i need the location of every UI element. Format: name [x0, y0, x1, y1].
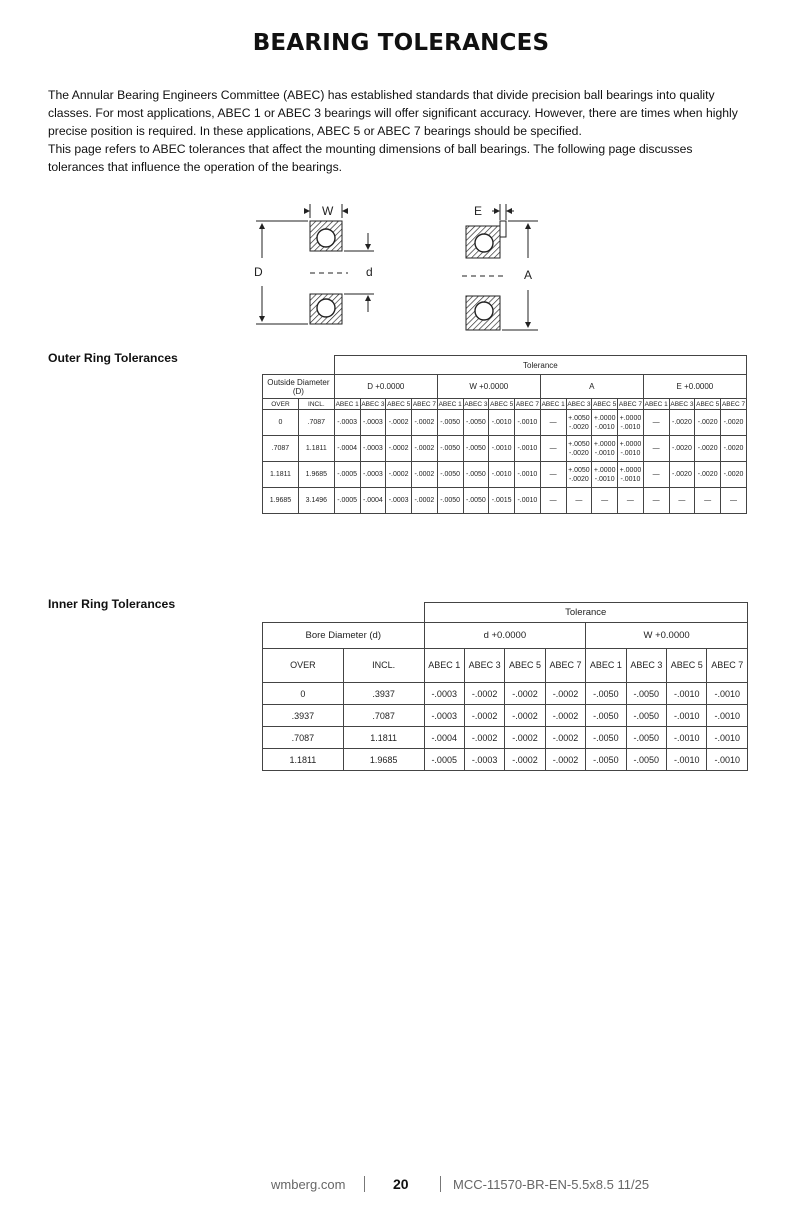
footer-divider [364, 1176, 365, 1192]
inner-value-cell: -.0010 [667, 749, 707, 771]
outer-value-cell: -.0005 [334, 462, 360, 488]
outer-value-cell: -.0020 [669, 436, 695, 462]
bearing-diagrams [248, 198, 578, 338]
inner-value-cell: -.0002 [545, 705, 585, 727]
outer-over-cell: 1.9685 [263, 488, 299, 514]
outer-value-cell: -.0002 [386, 462, 412, 488]
outer-value-cell: — [540, 410, 566, 436]
outer-value-cell: -.0002 [386, 410, 412, 436]
outer-diameter-header: Outside Diameter (D) [263, 375, 335, 399]
outer-value-cell: -.0050 [463, 488, 489, 514]
inner-value-cell: -.0002 [505, 749, 545, 771]
inner-incl-header: INCL. [343, 649, 424, 683]
inner-ring-heading: Inner Ring Tolerances [48, 597, 176, 611]
outer-value-cell: -.0050 [437, 436, 463, 462]
table-row [263, 749, 748, 771]
label-E: E [474, 204, 483, 218]
outer-value-cell: -.0020 [695, 410, 721, 436]
inner-value-cell: -.0050 [626, 683, 666, 705]
footer-code: MCC-11570-BR-EN-5.5x8.5 11/25 [453, 1177, 650, 1192]
outer-value-cell: -.0003 [360, 410, 386, 436]
outer-value-cell: -.0020 [695, 436, 721, 462]
outer-value-cell: -.0010 [515, 488, 541, 514]
outer-value-cell: +.0050 -.0020 [566, 410, 592, 436]
outer-over-header: OVER [263, 399, 299, 410]
outer-tolerance-header: Tolerance [334, 356, 746, 375]
inner-group-W: W +0.0000 [586, 623, 748, 649]
label-A: A [524, 268, 533, 282]
outer-group-D: D +0.0000 [334, 375, 437, 399]
inner-over-cell: 0 [263, 683, 344, 705]
table-row [263, 683, 748, 705]
outer-value-cell: -.0010 [515, 462, 541, 488]
inner-value-cell: -.0003 [424, 705, 464, 727]
outer-over-cell: 1.1811 [263, 462, 299, 488]
outer-value-cell: +.0000 -.0010 [618, 462, 644, 488]
inner-value-cell: -.0010 [707, 683, 748, 705]
table-row [263, 705, 748, 727]
outer-value-cell: -.0015 [489, 488, 515, 514]
inner-value-cell: -.0002 [505, 683, 545, 705]
outer-value-cell: -.0020 [669, 462, 695, 488]
inner-value-cell: -.0010 [667, 727, 707, 749]
table-row [263, 462, 747, 488]
label-D: D [254, 265, 263, 279]
inner-value-cell: -.0050 [586, 705, 626, 727]
outer-over-cell: 0 [263, 410, 299, 436]
inner-value-cell: -.0010 [667, 683, 707, 705]
inner-value-cell: -.0002 [464, 727, 504, 749]
outer-value-cell: -.0002 [386, 436, 412, 462]
inner-value-cell: -.0010 [707, 749, 748, 771]
outer-group-E: E +0.0000 [643, 375, 746, 399]
inner-value-cell: -.0050 [626, 749, 666, 771]
outer-value-cell: -.0002 [412, 462, 438, 488]
outer-value-cell: — [643, 488, 669, 514]
outer-group-W: W +0.0000 [437, 375, 540, 399]
inner-value-cell: -.0050 [586, 749, 626, 771]
outer-abec-header-D-1: ABEC 1 [335, 400, 359, 408]
outer-value-cell: -.0003 [334, 410, 360, 436]
outer-value-cell: — [643, 462, 669, 488]
outer-group-A: A [540, 375, 643, 399]
outer-value-cell: -.0002 [412, 488, 438, 514]
outer-value-cell: -.0020 [695, 462, 721, 488]
inner-value-cell: -.0010 [667, 705, 707, 727]
outer-value-cell: — [643, 410, 669, 436]
outer-value-cell: -.0050 [463, 436, 489, 462]
intro-paragraph-2: This page refers to ABEC tolerances that affect the mounting dimensions of ball bearings. The following page discusses tolerances that influence the operation of the bearings. [48, 142, 693, 174]
outer-abec-header-E-1: ABEC 1 [644, 400, 668, 408]
outer-value-cell: — [540, 436, 566, 462]
outer-abec-header-E-4: ABEC 7 [721, 400, 746, 408]
outer-value-cell: -.0020 [669, 410, 695, 436]
inner-value-cell: -.0002 [505, 727, 545, 749]
inner-over-cell: .7087 [263, 727, 344, 749]
outer-value-cell: -.0010 [489, 436, 515, 462]
outer-abec-header-W-1: ABEC 1 [438, 400, 462, 408]
outer-value-cell: +.0000 -.0010 [592, 410, 618, 436]
bearing-left-drawing [256, 204, 374, 324]
outer-value-cell: -.0050 [437, 488, 463, 514]
inner-ring-table [262, 602, 748, 771]
page-title: BEARING TOLERANCES [252, 30, 550, 56]
label-W: W [322, 204, 334, 218]
inner-value-cell: -.0050 [586, 683, 626, 705]
inner-abec-header-W-1: ABEC 1 [586, 649, 626, 683]
inner-abec-header-W-4: ABEC 7 [707, 649, 748, 683]
outer-ring-table [262, 355, 747, 514]
bearing-dimension-figure [248, 198, 578, 338]
outer-value-cell: -.0003 [360, 462, 386, 488]
inner-value-cell: -.0002 [464, 705, 504, 727]
inner-tolerance-header: Tolerance [424, 603, 748, 623]
outer-incl-cell: .7087 [298, 410, 334, 436]
outer-abec-header-E-3: ABEC 5 [696, 400, 720, 408]
footer-site: wmberg.com [271, 1177, 346, 1192]
table-row [263, 410, 747, 436]
outer-value-cell: -.0002 [412, 436, 438, 462]
outer-abec-header-W-3: ABEC 5 [490, 400, 514, 408]
inner-group-d: d +0.0000 [424, 623, 586, 649]
inner-value-cell: -.0002 [545, 727, 585, 749]
outer-incl-cell: 3.1496 [298, 488, 334, 514]
outer-value-cell: -.0010 [489, 462, 515, 488]
outer-value-cell: — [540, 462, 566, 488]
outer-value-cell: -.0003 [360, 436, 386, 462]
inner-value-cell: -.0050 [626, 705, 666, 727]
outer-over-cell: .7087 [263, 436, 299, 462]
inner-over-cell: 1.1811 [263, 749, 344, 771]
outer-value-cell: — [721, 488, 747, 514]
outer-value-cell: — [592, 488, 618, 514]
outer-value-cell: — [669, 488, 695, 514]
inner-value-cell: -.0010 [707, 705, 748, 727]
outer-abec-header-A-4: ABEC 7 [618, 400, 642, 408]
outer-value-cell: -.0010 [515, 410, 541, 436]
table-row [263, 727, 748, 749]
outer-value-cell: -.0010 [515, 436, 541, 462]
outer-value-cell: -.0002 [412, 410, 438, 436]
outer-value-cell: +.0000 -.0010 [618, 410, 644, 436]
outer-value-cell: -.0020 [721, 436, 747, 462]
outer-abec-header-A-3: ABEC 5 [593, 400, 617, 408]
outer-value-cell: -.0050 [437, 410, 463, 436]
inner-value-cell: -.0002 [545, 749, 585, 771]
inner-value-cell: -.0002 [545, 683, 585, 705]
outer-value-cell: -.0020 [721, 410, 747, 436]
outer-value-cell: -.0003 [386, 488, 412, 514]
outer-value-cell: +.0000 -.0010 [592, 462, 618, 488]
outer-value-cell: -.0020 [721, 462, 747, 488]
outer-value-cell: — [566, 488, 592, 514]
outer-ring-heading: Outer Ring Tolerances [48, 351, 178, 365]
outer-incl-cell: 1.9685 [298, 462, 334, 488]
outer-value-cell: -.0050 [463, 410, 489, 436]
outer-abec-header-A-1: ABEC 1 [541, 400, 565, 408]
outer-value-cell: -.0050 [437, 462, 463, 488]
inner-abec-header-d-1: ABEC 1 [424, 649, 464, 683]
inner-value-cell: -.0004 [424, 727, 464, 749]
inner-abec-header-d-4: ABEC 7 [545, 649, 585, 683]
outer-value-cell: +.0050 -.0020 [566, 436, 592, 462]
outer-incl-cell: 1.1811 [298, 436, 334, 462]
table-row [263, 436, 747, 462]
bearing-right-drawing [462, 204, 538, 330]
outer-value-cell: -.0004 [334, 436, 360, 462]
inner-value-cell: -.0010 [707, 727, 748, 749]
inner-diameter-header: Bore Diameter (d) [263, 623, 425, 649]
outer-value-cell: — [540, 488, 566, 514]
inner-abec-header-d-2: ABEC 3 [464, 649, 504, 683]
outer-incl-header: INCL. [298, 399, 334, 410]
inner-over-cell: .3937 [263, 705, 344, 727]
outer-abec-header-E-2: ABEC 3 [670, 400, 694, 408]
inner-abec-header-d-3: ABEC 5 [505, 649, 545, 683]
inner-value-cell: -.0002 [505, 705, 545, 727]
outer-value-cell: — [643, 436, 669, 462]
outer-value-cell: -.0010 [489, 410, 515, 436]
inner-value-cell: -.0050 [626, 727, 666, 749]
outer-abec-header-D-4: ABEC 7 [412, 400, 436, 408]
inner-abec-header-W-2: ABEC 3 [626, 649, 666, 683]
inner-value-cell: -.0003 [424, 683, 464, 705]
outer-value-cell: -.0005 [334, 488, 360, 514]
outer-abec-header-W-4: ABEC 7 [515, 400, 539, 408]
inner-value-cell: -.0002 [464, 683, 504, 705]
outer-value-cell: +.0000 -.0010 [592, 436, 618, 462]
page-footer [0, 1176, 792, 1196]
outer-value-cell: -.0050 [463, 462, 489, 488]
footer-divider [440, 1176, 441, 1192]
outer-abec-header-D-2: ABEC 3 [361, 400, 385, 408]
outer-value-cell: -.0004 [360, 488, 386, 514]
table-row [263, 488, 747, 514]
outer-value-cell: +.0000 -.0010 [618, 436, 644, 462]
outer-value-cell: — [618, 488, 644, 514]
inner-incl-cell: .3937 [343, 683, 424, 705]
intro-paragraph-1: The Annular Bearing Engineers Committee (ABEC) has established standards that divide precision ball bearings into quality classes. For most applications, ABEC 1 or ABEC 3 bearings will offer significant accuracy. However, there are times when highly precise position is required. In these applications, ABEC 5 or ABEC 7 bearings should be specified. [48, 88, 738, 138]
label-d: d [366, 265, 373, 279]
outer-value-cell: +.0050 -.0020 [566, 462, 592, 488]
inner-abec-header-W-3: ABEC 5 [667, 649, 707, 683]
inner-over-header: OVER [263, 649, 344, 683]
inner-incl-cell: 1.9685 [343, 749, 424, 771]
outer-value-cell: — [695, 488, 721, 514]
inner-value-cell: -.0003 [464, 749, 504, 771]
inner-incl-cell: 1.1811 [343, 727, 424, 749]
outer-abec-header-A-2: ABEC 3 [567, 400, 591, 408]
outer-abec-header-D-3: ABEC 5 [387, 400, 411, 408]
page-number: 20 [393, 1176, 409, 1192]
outer-abec-header-W-2: ABEC 3 [464, 400, 488, 408]
inner-incl-cell: .7087 [343, 705, 424, 727]
inner-value-cell: -.0005 [424, 749, 464, 771]
inner-value-cell: -.0050 [586, 727, 626, 749]
